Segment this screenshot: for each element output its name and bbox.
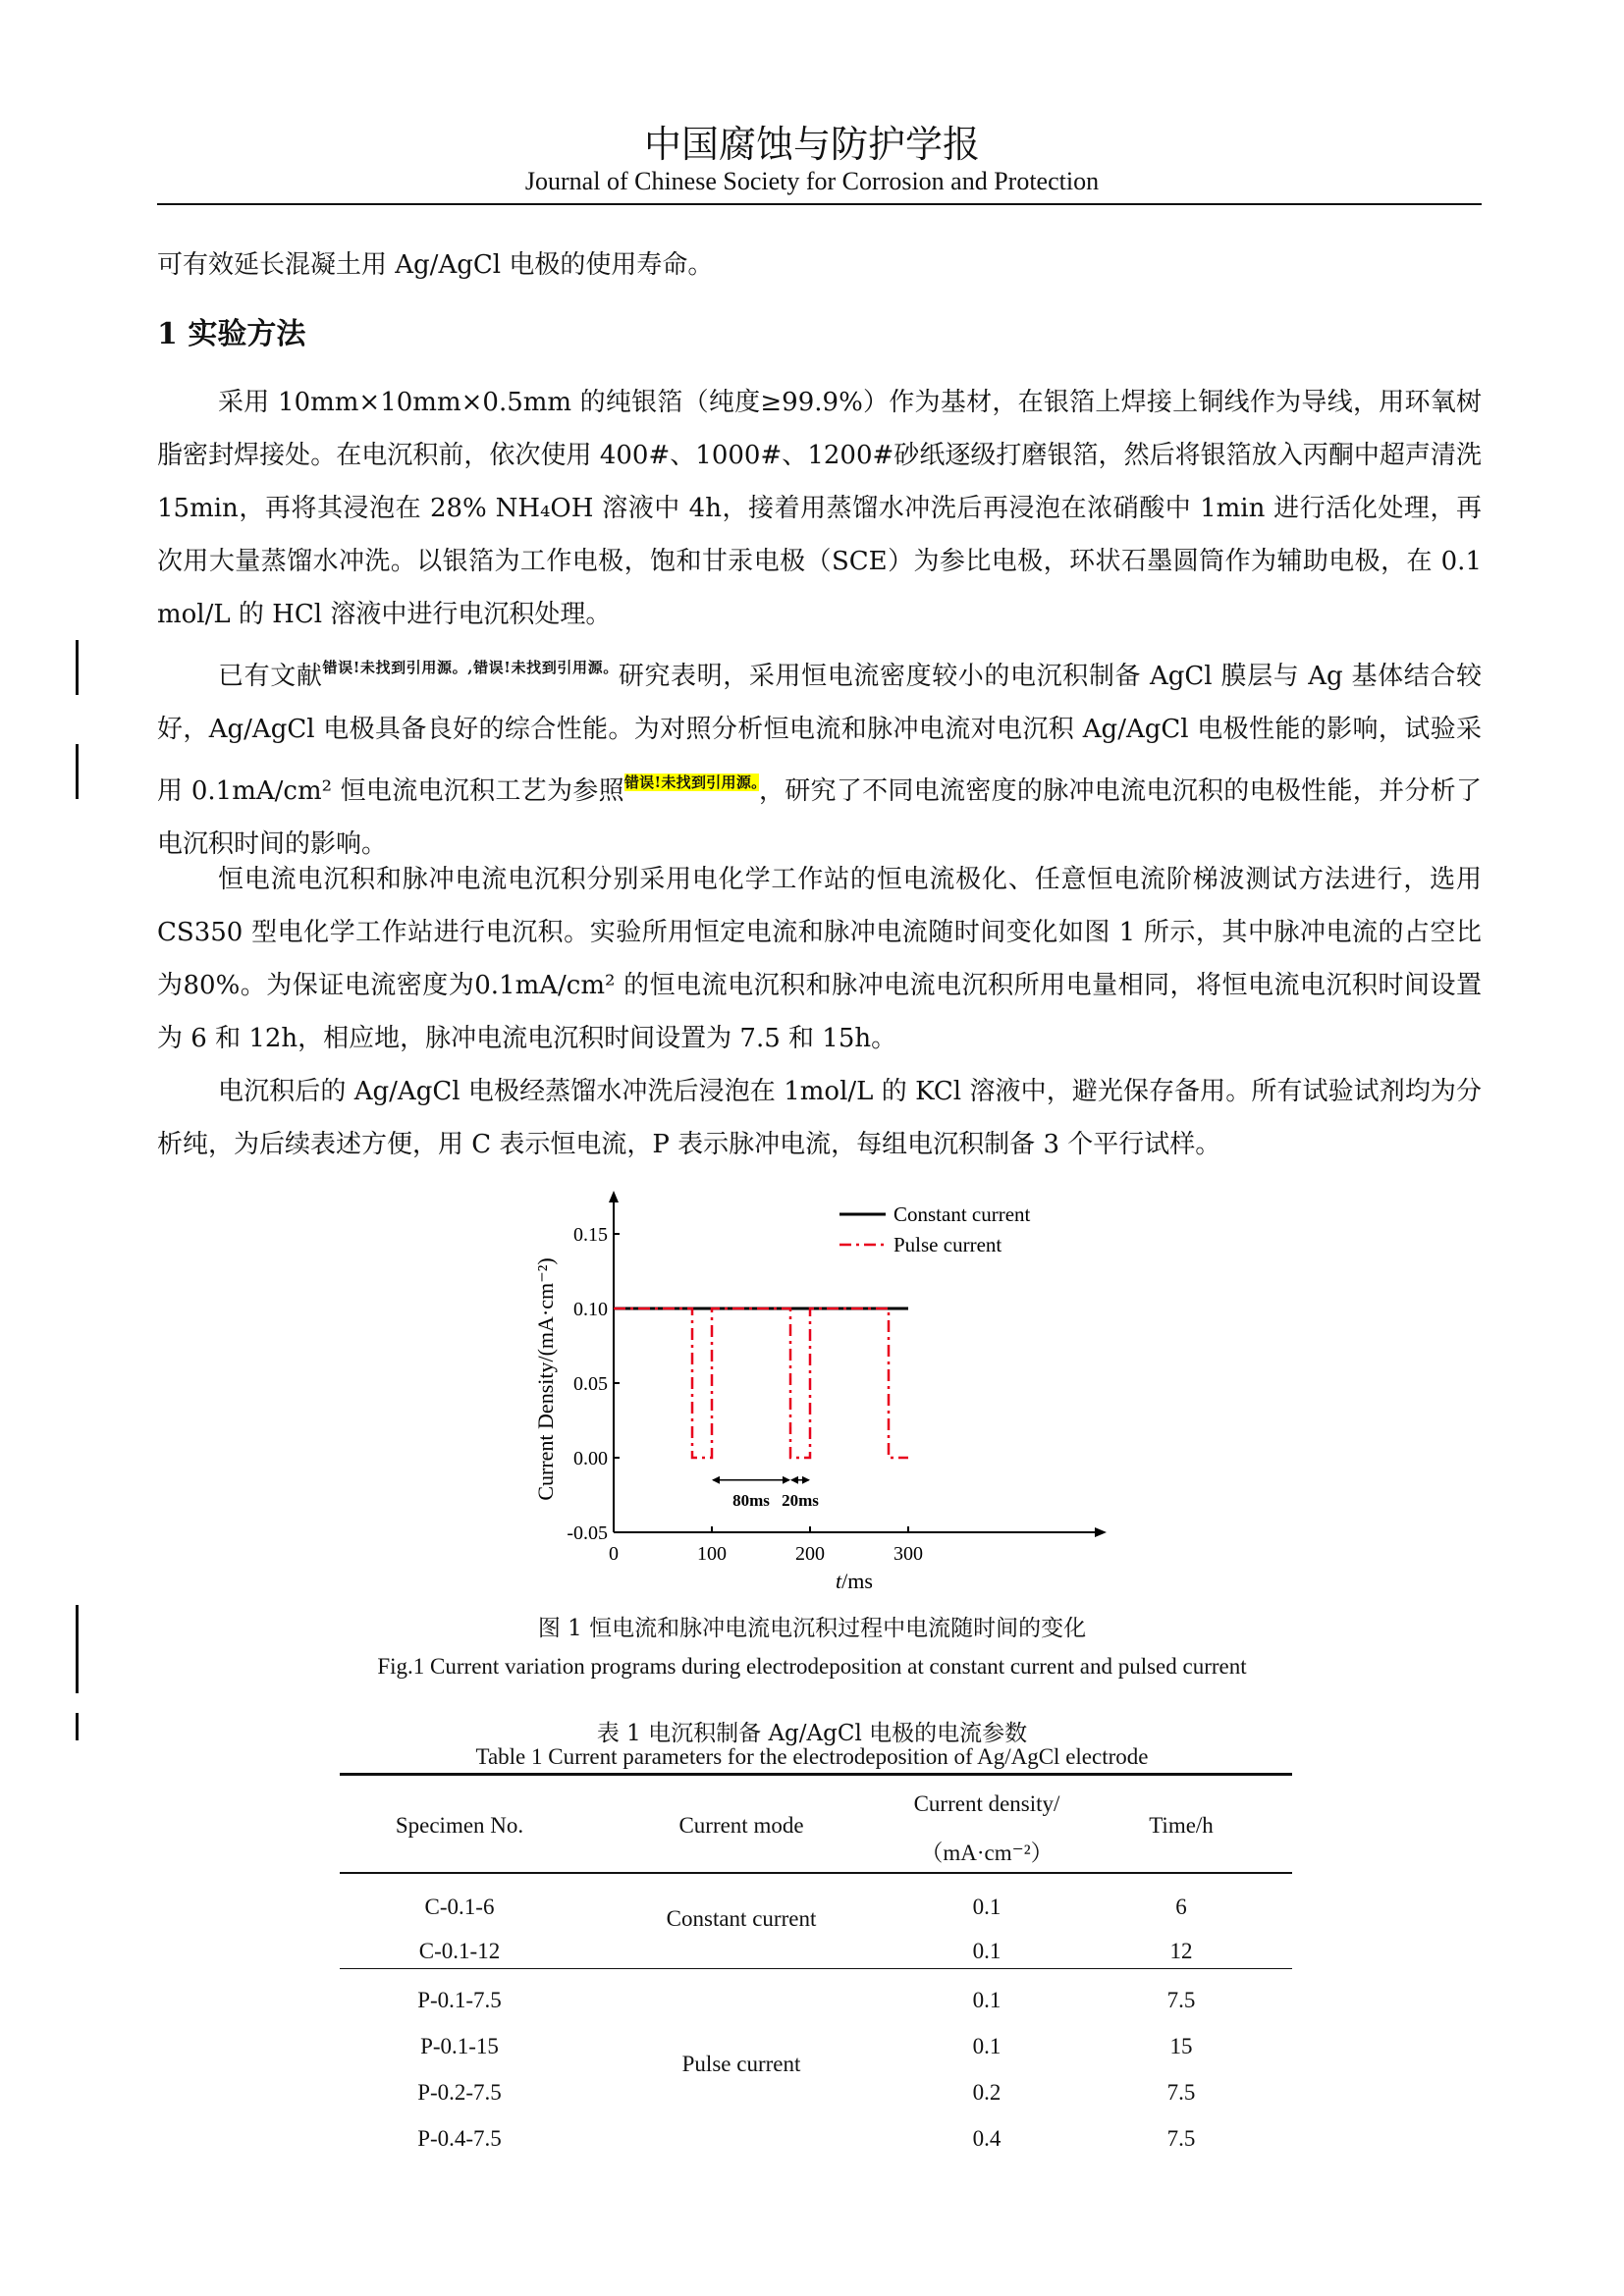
table-header-time: Time/h: [1149, 1813, 1214, 1838]
citation-separator: ,: [467, 659, 473, 676]
table-cell-density: 0.1: [972, 1939, 1001, 1963]
legend-label: Constant current: [893, 1202, 1031, 1226]
change-bar: [76, 640, 79, 695]
paragraph-methods-3: 恒电流电沉积和脉冲电流电沉积分别采用电化学工作站的恒电流极化、任意恒电流阶梯波测试方法进行，选用 CS350 型电化学工作站进行电沉积。实验所用恒定电流和脉冲电流随时间变化如图 1 所示，其中脉冲电流的占空比为80%。为保证电流密度为0.1mA/cm² 的恒电流电沉积和脉冲电流电沉积所用电量相同，将恒电流电沉积时间设置为 6 和 12h，相应地，脉冲电流电沉积时间设置为 7.5 和 15h。: [157, 865, 1482, 1053]
citation-error-highlighted: 错误!未找到引用源。: [623, 774, 759, 791]
table-cell-time: 12: [1169, 1939, 1193, 1963]
paragraph-methods-4: 电沉积后的 Ag/AgCl 电极经蒸馏水冲洗后浸泡在 1mol/L 的 KCl 溶液中，避光保存备用。所有试验试剂均为分析纯，为后续表述方便，用 C 表示恒电流，P 表示脉冲电流，每组电沉积制备 3 个平行试样。: [157, 1077, 1482, 1159]
pulse-current-line: [614, 1308, 908, 1458]
y-tick-label: 0.10: [573, 1299, 608, 1320]
x-tick-label: 0: [609, 1543, 619, 1565]
table-mode-constant: Constant current: [666, 1906, 817, 1931]
table-cell-density: 0.1: [972, 1988, 1001, 2012]
table-cell-time: 6: [1175, 1895, 1187, 1919]
paragraph-text: 已有文献: [218, 662, 323, 691]
table-cell-specimen: P-0.4-7.5: [417, 2126, 502, 2151]
y-tick-label: 0.00: [573, 1448, 608, 1469]
change-bar: [76, 744, 79, 799]
x-tick-label: 200: [795, 1543, 825, 1565]
section-heading: 1 实验方法: [157, 317, 306, 351]
x-axis-label: [836, 1569, 873, 1593]
table-cell-specimen: C-0.1-12: [418, 1939, 501, 1963]
x-label-symbol: t: [836, 1569, 842, 1593]
table-top-rule: [340, 1773, 1292, 1776]
table-cell-time: 15: [1169, 2034, 1193, 2058]
table-title-en: Table 1 Current parameters for the electrodeposition of Ag/AgCl electrode: [475, 1744, 1149, 1769]
table-cell-density: 0.4: [972, 2126, 1001, 2151]
table-cell-specimen: P-0.2-7.5: [417, 2080, 502, 2105]
journal-title-en: Journal of Chinese Society for Corrosion and Protection: [524, 167, 1100, 195]
table-header-mode: Current mode: [678, 1813, 804, 1838]
table-header-specimen: Specimen No.: [395, 1813, 524, 1838]
table-group-rule: [340, 1968, 1292, 1969]
paragraph-intro-tail: 可有效延长混凝土用 Ag/AgCl 电极的使用寿命。: [157, 250, 714, 280]
paragraph-text: ，研究了不同电流密度的脉冲电流电沉积的电极性能，并分析了电沉积时间的影响。: [157, 776, 1482, 859]
table-mode-pulse: Pulse current: [681, 2052, 801, 2076]
table-cell-time: 7.5: [1166, 2126, 1196, 2151]
table-header-density: Current density/: [913, 1791, 1060, 1816]
table-header-density-unit: （mA·cm⁻²）: [920, 1841, 1054, 1865]
y-tick-label: 0.05: [573, 1373, 608, 1395]
x-tick-label: 300: [893, 1543, 923, 1565]
table-cell-specimen: C-0.1-6: [424, 1895, 495, 1919]
citation-error: 错误!未找到引用源。: [472, 659, 619, 676]
table-cell-time: 7.5: [1166, 1988, 1196, 2012]
journal-title-cn: 中国腐蚀与防护学报: [643, 123, 980, 166]
citation-error: 错误!未找到引用源。: [322, 659, 468, 676]
paragraph-methods-1: 采用 10mm×10mm×0.5mm 的纯银箔（纯度≥99.9%）作为基材，在银箔上焊接上铜线作为导线，用环氧树脂密封焊接处。在电沉积前，依次使用 400#、1000#、1200#砂纸逐级打磨银箔，然后将银箔放入丙酮中超声清洗 15min，再将其浸泡在 28% NH₄OH 溶液中 4h，接着用蒸馏水冲洗后再浸泡在浓硝酸中 1min 进行活化处理，再次用大量蒸馏水冲洗。以银箔为工作电极，饱和甘汞电极（SCE）为参比电极，环状石墨圆筒作为辅助电极，在 0.1 mol/L 的 HCl 溶液中进行电沉积处理。: [157, 388, 1482, 629]
figure-caption-en: Fig.1 Current variation programs during electrodeposition at constant current and pulsed current: [377, 1654, 1247, 1679]
table-cell-density: 0.1: [972, 1895, 1001, 1919]
header-divider: [157, 203, 1482, 205]
x-tick-label: 100: [697, 1543, 727, 1565]
table-header-rule: [340, 1872, 1292, 1874]
table-cell-specimen: P-0.1-15: [420, 2034, 499, 2058]
table-title-cn: 表 1 电沉积制备 Ag/AgCl 电极的电流参数: [596, 1721, 1028, 1746]
y-axis-label: Current Density/(mA·cm⁻²): [533, 1257, 558, 1501]
paragraph-methods-2: [157, 641, 1482, 871]
table-cell-time: 7.5: [1166, 2080, 1196, 2105]
current-density-chart: [530, 1188, 1119, 1600]
x-label-unit: /ms: [841, 1569, 873, 1593]
paragraph-text: 研究表明，采用恒电流密度较小的电沉积制备 AgCl 膜层与 Ag 基体结合较好，Ag/AgCl 电极具备良好的综合性能。为对照分析恒电流和脉冲电流对电沉积 Ag/AgCl 电极性能的影响，试验采用 0.1mA/cm² 恒电流电沉积工艺为参照: [157, 662, 1482, 806]
table-cell-density: 0.1: [972, 2034, 1001, 2058]
figure-caption-cn: 图 1 恒电流和脉冲电流电沉积过程中电流随时间的变化: [537, 1616, 1087, 1641]
table-cell-density: 0.2: [972, 2080, 1001, 2105]
y-tick-label: -0.05: [567, 1522, 608, 1544]
table-cell-specimen: P-0.1-7.5: [417, 1988, 502, 2012]
duration-label: 20ms: [782, 1490, 819, 1510]
y-tick-label: 0.15: [573, 1224, 608, 1246]
legend-label: Pulse current: [893, 1233, 1002, 1256]
duration-label: 80ms: [732, 1490, 770, 1510]
